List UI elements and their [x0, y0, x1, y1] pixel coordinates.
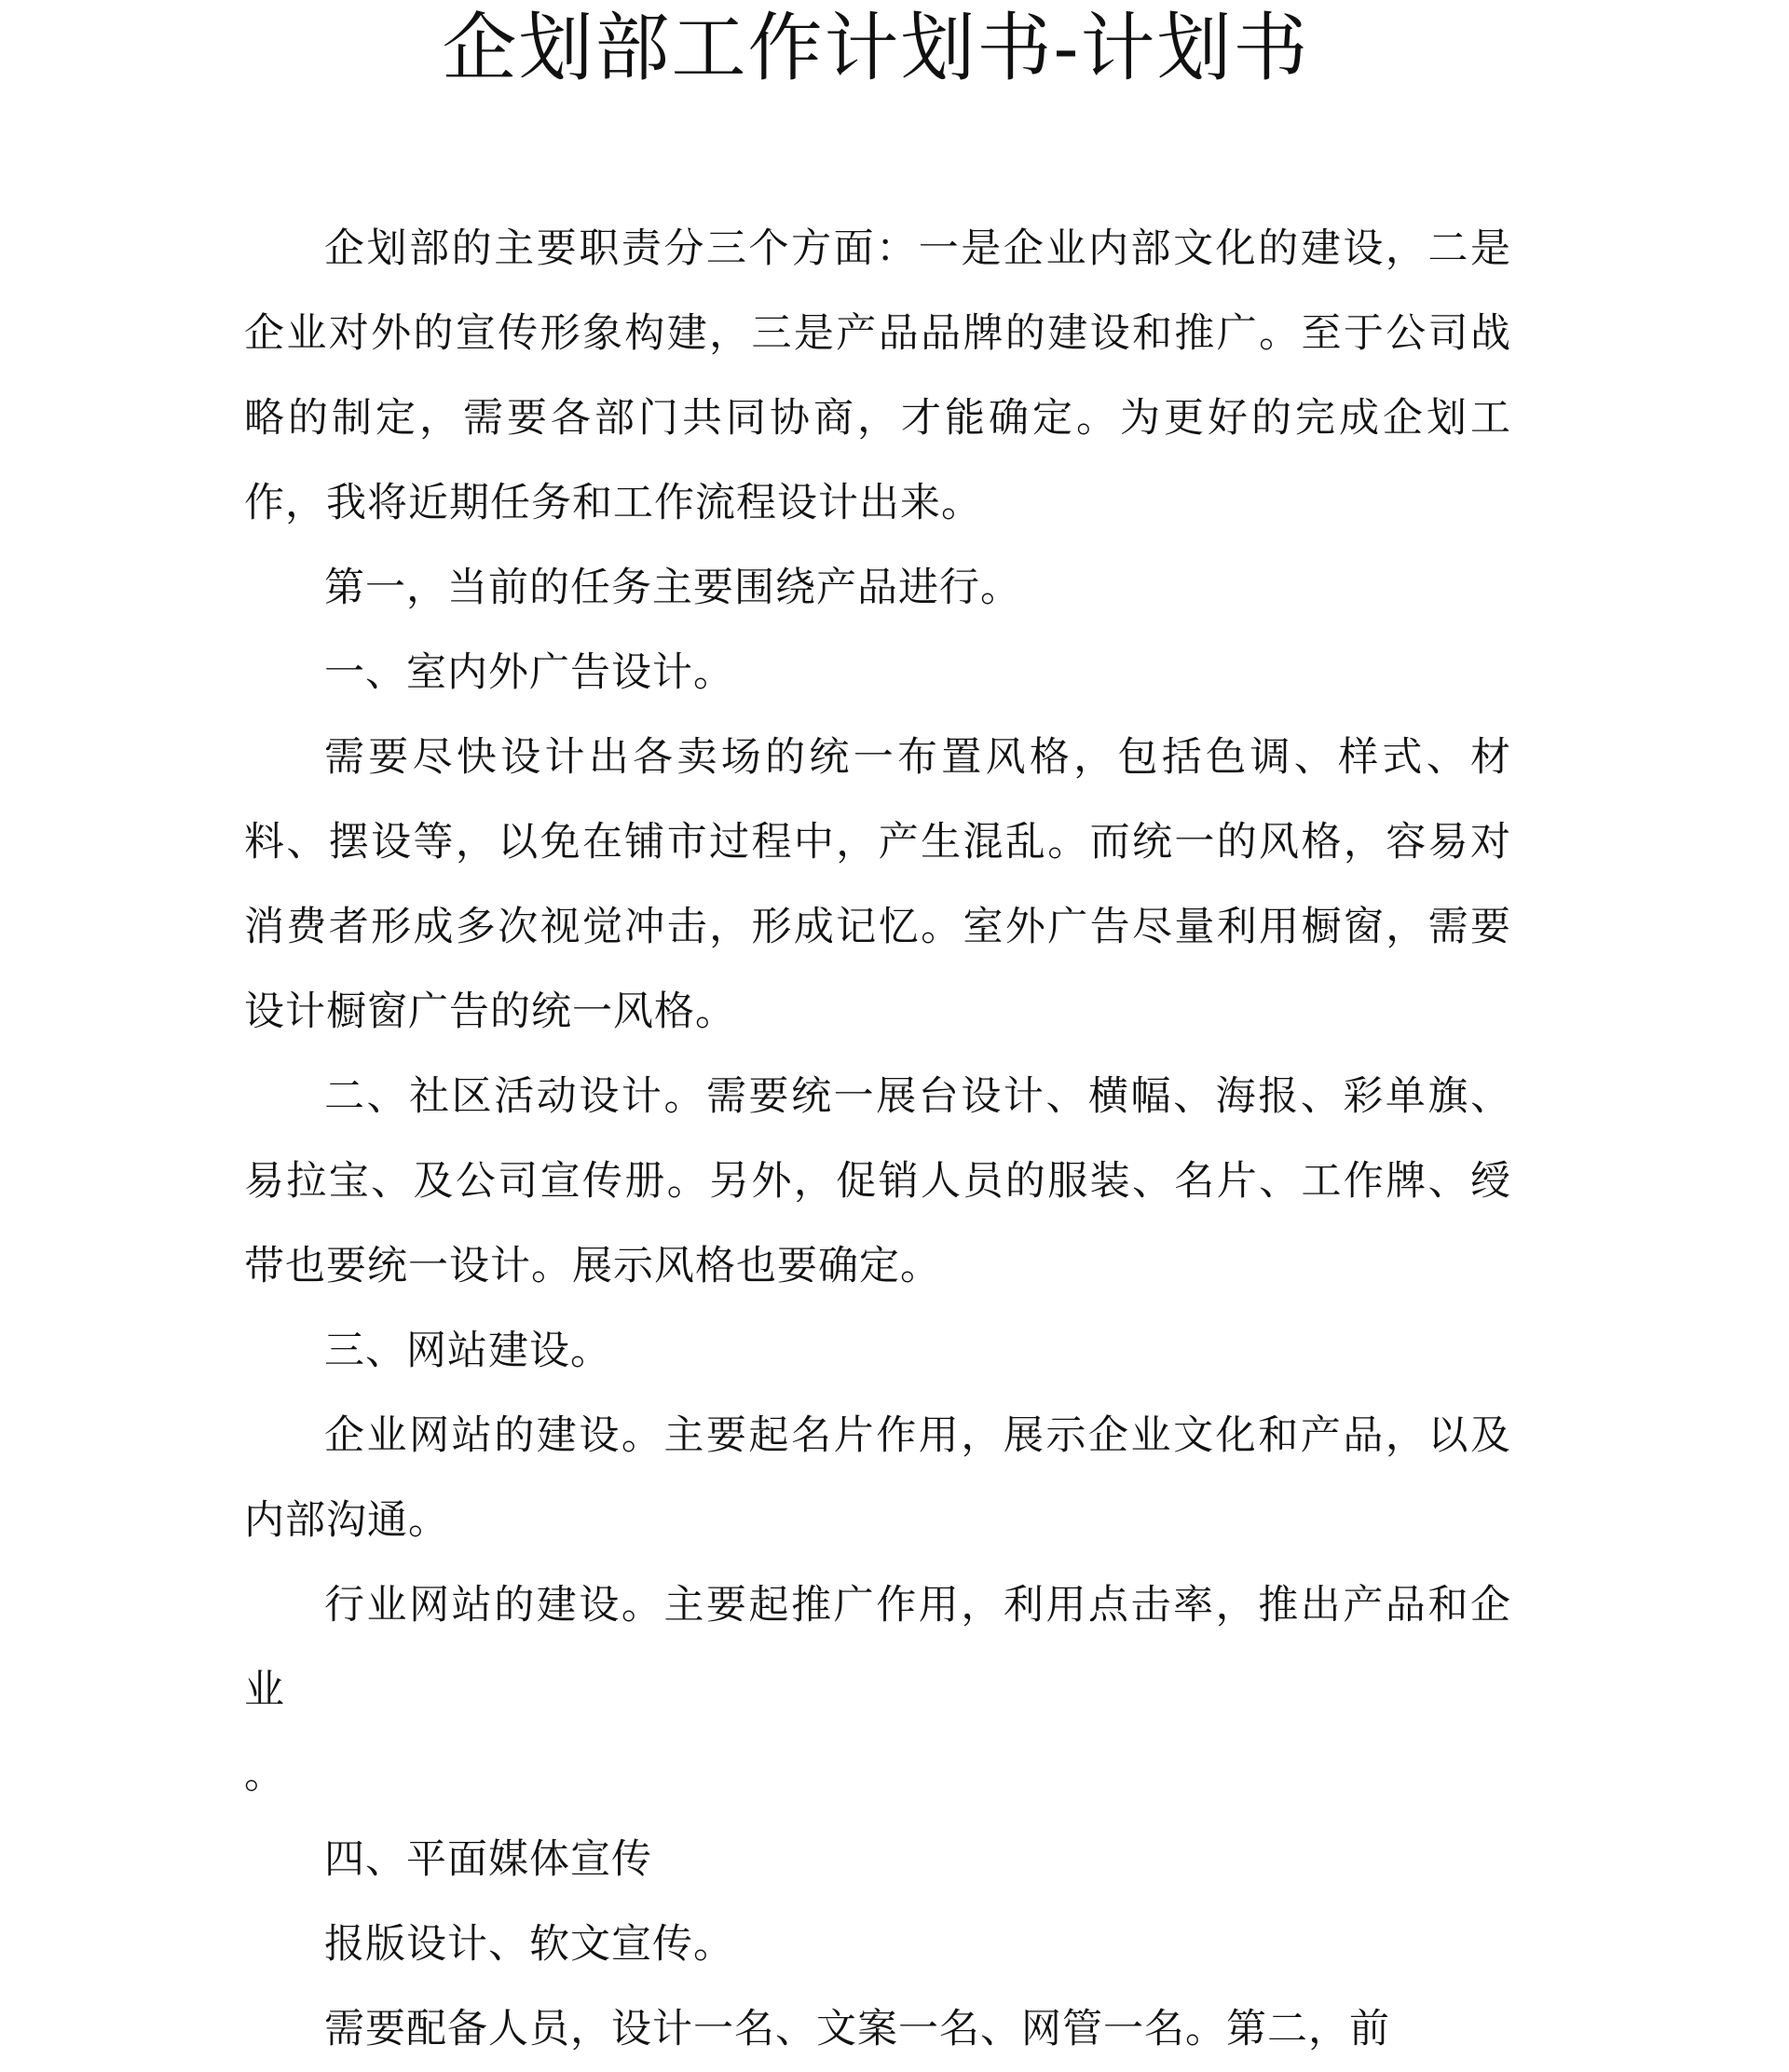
paragraph-staffing: 需要配备人员，设计一名、文案一名、网管一名。第二，前 [324, 2006, 1390, 2052]
heading-print-media: 四、平面媒体宣传 [324, 1836, 652, 1883]
paragraph-company-website: 企业网站的建设。主要起名片作用，展示企业文化和产品，以及内部沟通。 [244, 1412, 1511, 1544]
paragraph-first-task: 第一，当前的任务主要围绕产品进行。 [324, 565, 1021, 611]
heading-ad-design: 一、室内外广告设计。 [324, 649, 734, 696]
paragraph-community-events: 二、社区活动设计。需要统一展台设计、横幅、海报、彩单旗、易拉宝、及公司宣传册。另外，促销人员的服装、名片、工作牌、绶带也要统一设计。展示风格也要确定。 [244, 1073, 1511, 1289]
heading-website: 三、网站建设。 [324, 1328, 611, 1374]
paragraph-print-items: 报版设计、软文宣传。 [324, 1921, 734, 1968]
document-title: 企划部工作计划书-计划书 [442, 5, 1310, 91]
document-body [244, 207, 1511, 2072]
paragraph-industry-website: 行业网站的建设。主要起推广作用，利用点击率，推出产品和企业 [244, 1582, 1511, 1713]
paragraph-ad-design: 需要尽快设计出各卖场的统一布置风格，包括色调、样式、材料、摆设等，以免在铺市过程中，产生混乱。而统一的风格，容易对消费者形成多次视觉冲击，形成记忆。室外广告尽量利用橱窗，需要设计橱窗广告的统一风格。 [244, 734, 1511, 1035]
paragraph-duties: 企划部的主要职责分三个方面：一是企业内部文化的建设，二是企业对外的宣传形象构建，三是产品品牌的建设和推广。至于公司战略的制定，需要各部门共同协商，才能确定。为更好的完成企划工作，我将近期任务和工作流程设计出来。 [244, 225, 1511, 526]
paragraph-trailing-period: 。 [244, 1752, 285, 1798]
